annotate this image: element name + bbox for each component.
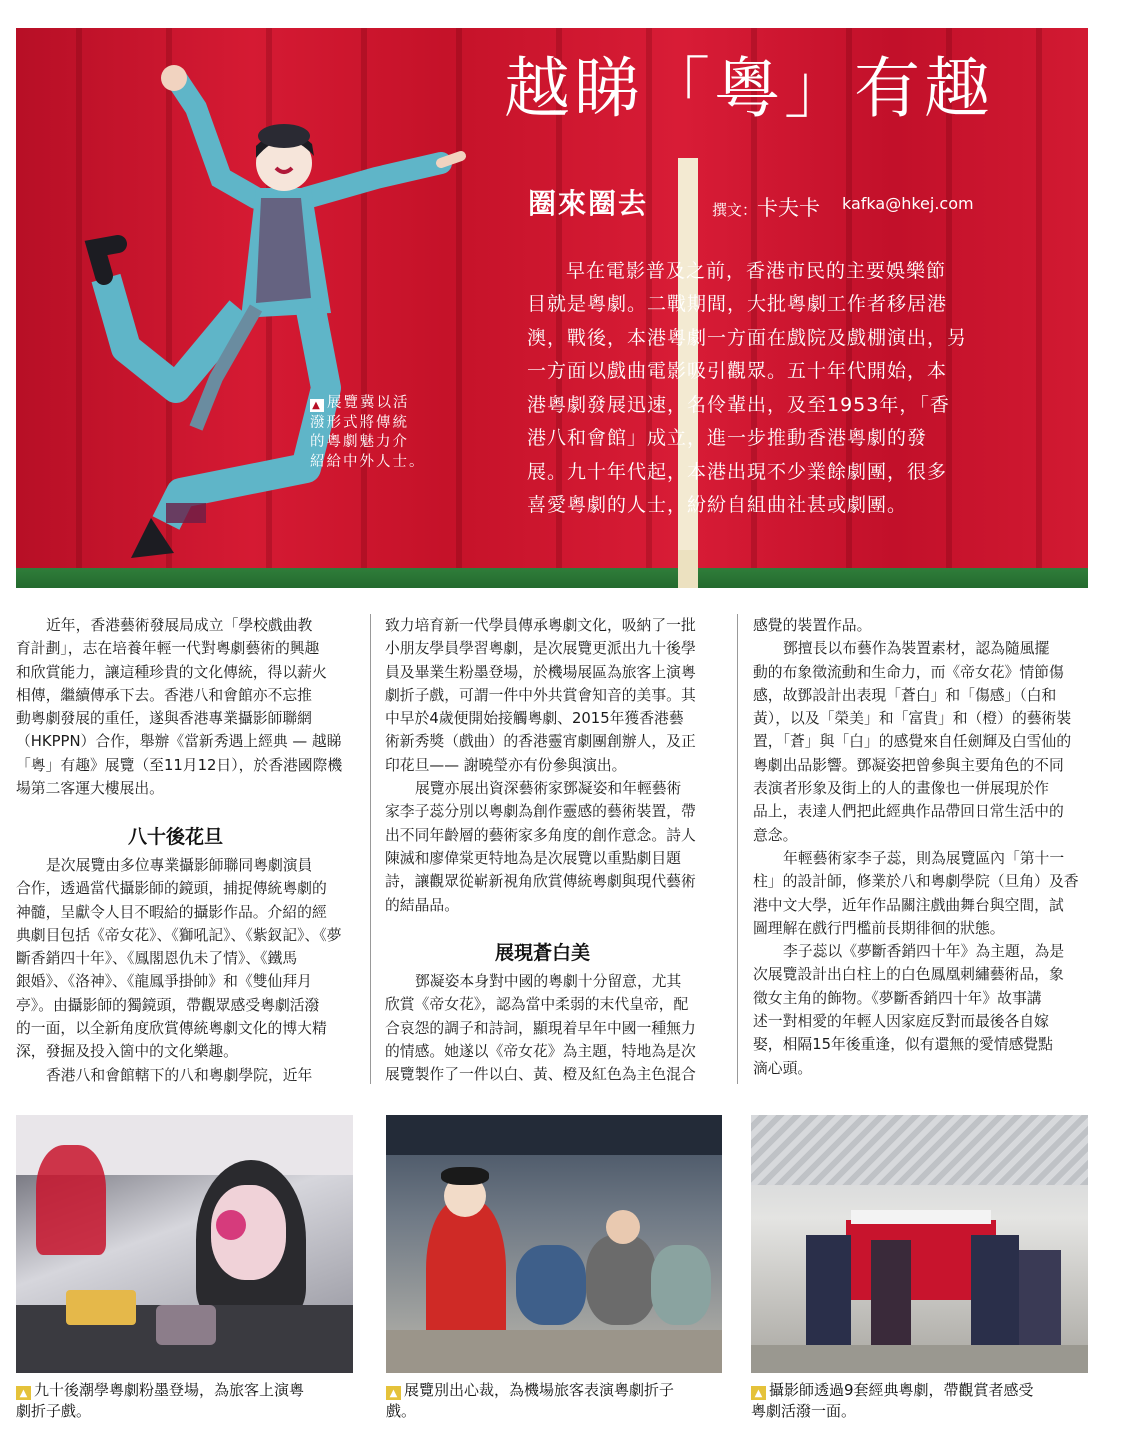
stage-floor xyxy=(16,568,1088,588)
photo-caption: ▲ 展覽別出心裁，為機場旅客表演粵劇折子 戲。 xyxy=(386,1381,675,1420)
lede-line: 澳，戰後，本港粵劇一方面在戲院及戲棚演出，另 xyxy=(527,327,968,349)
airport-performance-photo xyxy=(386,1115,722,1373)
subheading: 展現蒼白美 xyxy=(495,942,591,964)
backstage-makeup-photo xyxy=(16,1115,353,1373)
triangle-marker-icon: ▲ xyxy=(16,1386,31,1400)
author-email: kafka@hkej.com xyxy=(842,194,974,213)
article-column-1: 近年，香港藝術發展局成立「學校戲曲教 育計劃」，志在培養年輕一代對粵劇藝術的興趣 和欣賞能力，讓這種珍貴的文化傳統，得以薪火 相傳，繼續傳承下去。香港八和會館亦不忘推 動粵劇發展的重任，遂與香港專業攝影師聯網 （HKPPN）合作，舉辦《當新秀遇上經典 — 越睇 「粵」有趣》展覽（至11月12日），於香港國際機 場第二客運大樓展出。 xyxy=(16,617,343,798)
article-column-1-continued: 是次展覽由多位專業攝影師聯同粵劇演員 合作，透過當代攝影師的鏡頭，捕捉傳統粵劇的 神髓，呈獻令人目不暇給的攝影作品。介紹的經 典劇目包括《帝女花》、《獅吼記》、《紫釵記》、《夢 斷香銷四十年》、《鳳閣恩仇未了情》、《鐵馬 銀婚》、《洛神》、《龍鳳爭掛帥》和《雙仙拜月 亭》。由攝影師的獨鏡頭，帶觀眾感受粵劇活潑 的一面，以全新角度欣賞傳統粵劇文化的博大精 深，發掘及投入箇中的文化樂趣。 香港八和會館轄下的八和粵劇學院，近年 xyxy=(16,857,342,1084)
triangle-marker-icon: ▲ xyxy=(386,1386,401,1400)
lede-line: 目就是粵劇。二戰期間，大批粵劇工作者移居港 xyxy=(527,293,948,315)
exhibition-hall-photo xyxy=(751,1115,1088,1373)
lede-line: 港粵劇發展迅速，名伶輩出，及至1953年，「香 xyxy=(527,394,950,416)
byline xyxy=(712,192,820,222)
opera-dancer-photo xyxy=(56,48,476,568)
article-column-2: 致力培育新一代學員傳承粵劇文化，吸納了一批 小朋友學員學習粵劇，是次展覽更派出九十後學 員及畢業生粉墨登場，於機場展區為旅客上演粵 劇折子戲，可謂一件中外共賞會知音的美事。其 中早於4歲便開始接觸粵劇、2015年獲香港藝 術新秀獎（戲曲）的香港靈宵劇團創辦人，及正 印花旦—— 謝曉瑩亦有份參與演出。 展覽亦展出資深藝術家鄧凝姿和年輕藝術 家李子蕊分別以粵劇為創作靈感的藝術裝置，帶 出不同年齡層的藝術家多角度的創作意念。詩人 陳滅和廖偉棠更特地為是次展覽以重點劇目題 詩，讓觀眾從嶄新視角欣賞傳統粵劇與現代藝術 的結晶品。 xyxy=(385,617,696,914)
triangle-marker-icon: ▲ xyxy=(751,1386,766,1400)
hero-caption: ▲ 展覽冀以活 潑形式將傳統 的粵劇魅力介 紹給中外人士。 xyxy=(310,395,426,470)
column-name: 圈來圈去 xyxy=(528,187,649,220)
lede-line: 早在電影普及之前，香港市民的主要娛樂節 xyxy=(566,260,947,282)
article-column-3: 感覺的裝置作品。 鄧擅長以布藝作為裝置素材，認為隨風擺 動的布象徵流動和生命力，而《帝女花》情節傷 感，故鄧設計出表現「蒼白」和「傷感」（白和 黃），以及「榮美」和「富貴」和（橙）的藝術裝 置，「蒼」與「白」的感覺來自任劍輝及白雪仙的 粵劇出品影響。鄧凝姿把曾參與主要角色的不同 表演者形象及街上的人的畫像也一併展現於作 品上，表達人們把此經典作品帶回日常生活中的 意念。 年輕藝術家李子蕊，則為展覽區內「第十一 柱」的設計師，修業於八和粵劇學院（旦角）及香 港中文大學，近年作品關注戲曲舞台與空間，試 圖理解在戲行門檻前長期徘徊的狀態。 李子蕊以《夢斷香銷四十年》為主題，為是 次展覽設計出白柱上的白色鳳凰刺繡藝術品，象 徵女主角的飾物。《夢斷香銷四十年》故事講 述一對相愛的年輕人因家庭反對而最後各自嫁 娶，相隔15年後重逢，似有還無的愛情感覺點 滴心頭。 xyxy=(753,617,1079,1077)
photo-caption: ▲ 攝影師透過9套經典粵劇，帶觀賞者感受 粵劇活潑一面。 xyxy=(751,1381,1034,1420)
author-name: 卡夫卡 xyxy=(757,196,821,220)
lede-line: 一方面以戲曲電影吸引觀眾。五十年代開始，本 xyxy=(527,360,948,382)
lede-line: 港八和會館」成立，進一步推動香港粵劇的發 xyxy=(527,427,928,449)
lede-line: 喜愛粵劇的人士，紛紛自組曲社甚或劇團。 xyxy=(527,494,908,516)
byline-label: 撰文： xyxy=(712,201,758,219)
triangle-marker-icon: ▲ xyxy=(310,399,324,412)
page-title: 越睇「粵」有趣 xyxy=(504,50,994,127)
article-column-2-continued: 鄧凝姿本身對中國的粵劇十分留意，尤其 欣賞《帝女花》，認為當中柔弱的末代皇帝，配 合哀怨的調子和詩詞，顯現着早年中國一種無力 的情感。她遂以《帝女花》為主題，特地為是次 展覽製作了一件以白、黃、橙及紅色為主色混合 xyxy=(385,973,696,1084)
photo-caption: ▲ 九十後潮學粵劇粉墨登場，為旅客上演粵 劇折子戲。 xyxy=(16,1381,305,1420)
lede-line: 展。九十年代起，本港出現不少業餘劇團，很多 xyxy=(527,461,948,483)
hero-banner xyxy=(16,28,1088,588)
subheading: 八十後花旦 xyxy=(128,826,224,848)
